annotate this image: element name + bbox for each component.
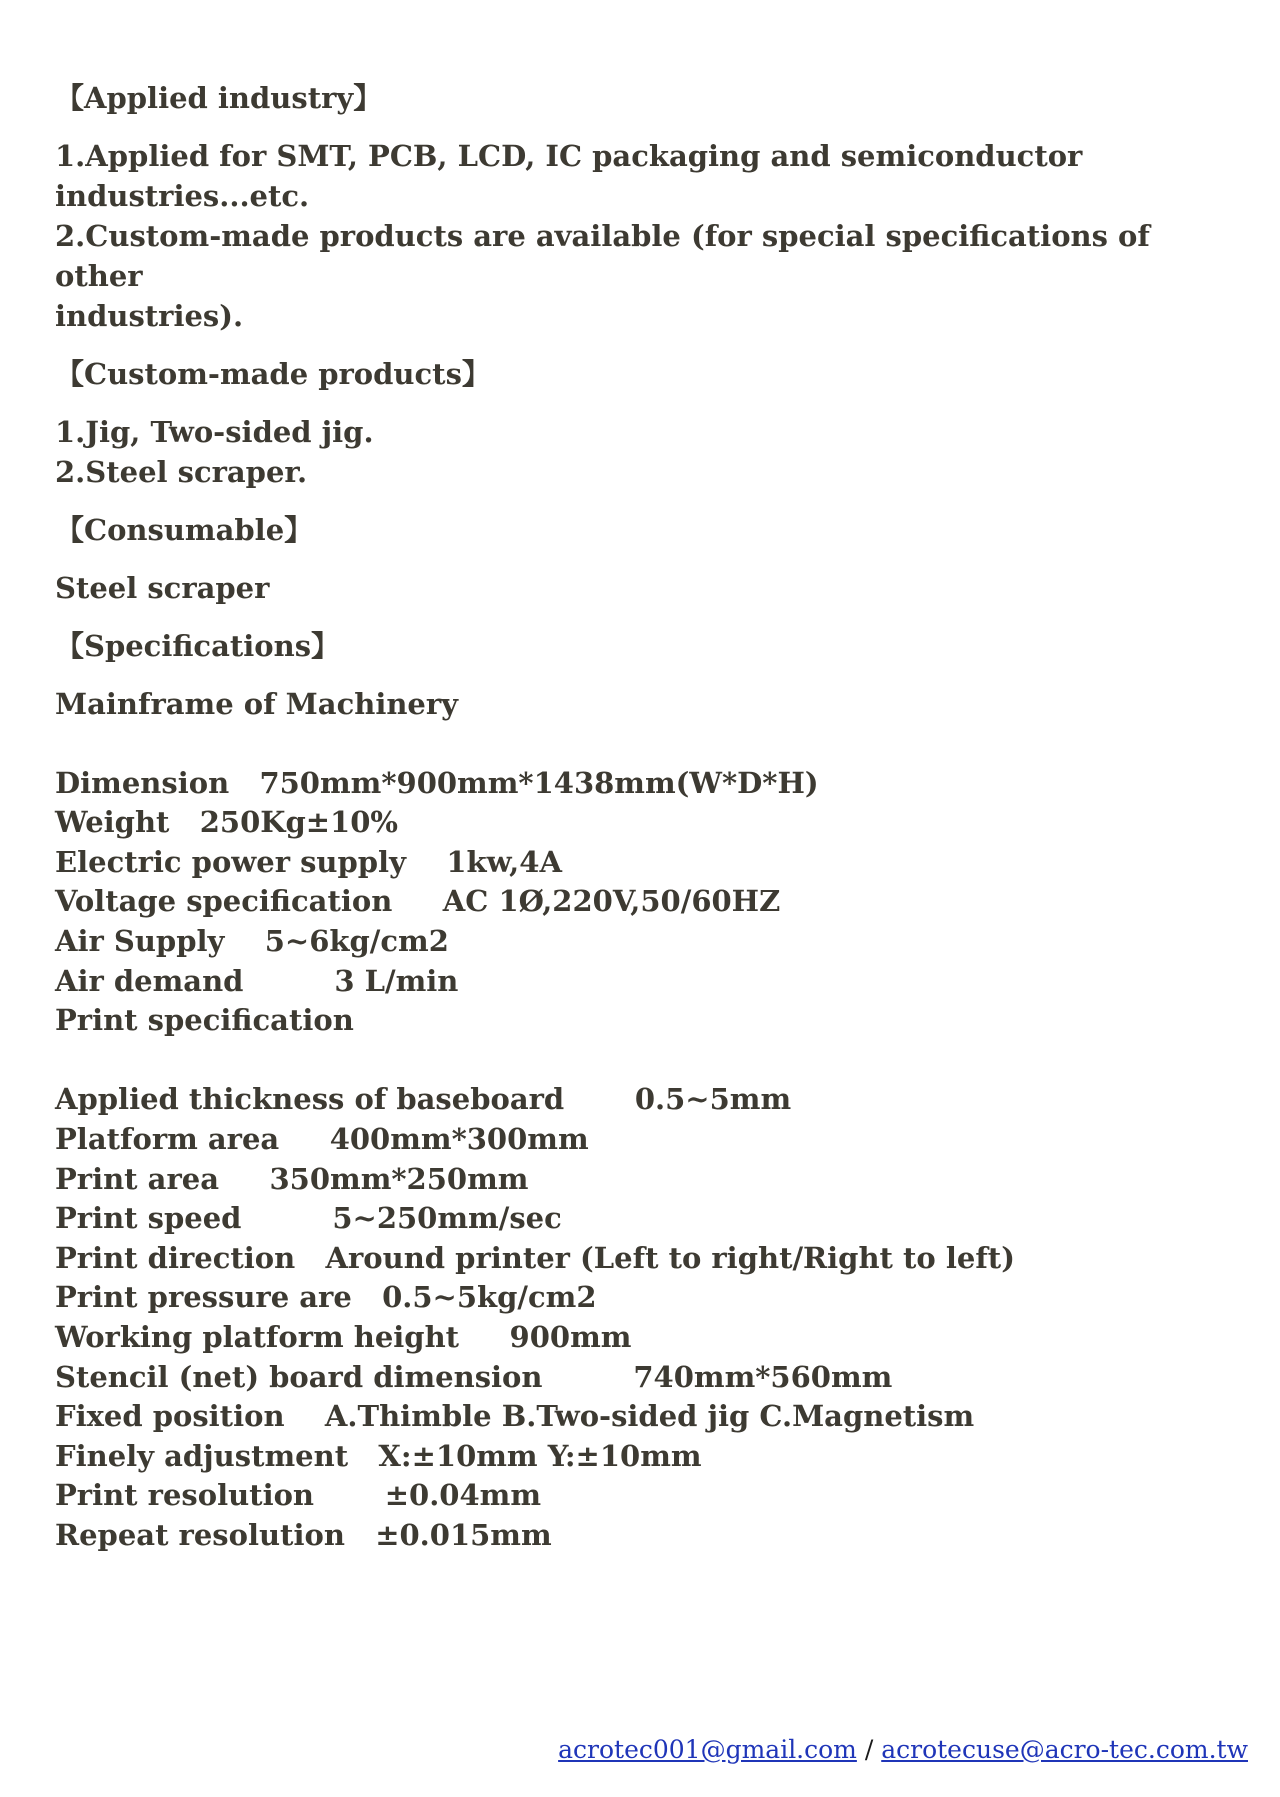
email-link-primary[interactable]: acrotec001@gmail.com [558, 1735, 857, 1764]
spec-value: 0.5~5mm [634, 1082, 792, 1117]
spec-gap [406, 845, 446, 879]
spec-row [55, 1516, 1225, 1556]
spec-value: 0.5~5kg/cm2 [382, 1280, 597, 1315]
spec-label: Print resolution [55, 1478, 315, 1513]
specifications-heading: 【Specifications】 [55, 629, 341, 663]
spec-value: 750mm*900mm*1438mm(W*D*H) [259, 765, 819, 800]
spec-row [55, 1437, 1225, 1477]
spec-label: Air demand [55, 963, 244, 998]
spec-value: A.Thimble B.Two-sided jig C.Magnetism [324, 1399, 975, 1434]
spec-label: Working platform height [55, 1319, 460, 1354]
spec-row [55, 1080, 1225, 1120]
print-spec-title: Print specification [55, 1003, 354, 1038]
spec-value: 400mm*300mm [329, 1121, 589, 1156]
spec-value: 5~6kg/cm2 [264, 923, 449, 958]
spec-label: Print area [55, 1161, 219, 1196]
spec-gap [229, 766, 259, 800]
spec-gap [279, 1122, 329, 1156]
spec-value: 5~250mm/sec [332, 1201, 562, 1236]
consumable-heading: 【Consumable】 [55, 513, 314, 547]
spec-label: Print pressure are [55, 1280, 352, 1315]
spec-gap [219, 1162, 269, 1196]
spec-gap [285, 1399, 325, 1433]
spec-value: X:±10mm Y:±10mm [378, 1438, 702, 1473]
applied-industry-line: 2.Custom-made products are available (for special specifications of other [55, 219, 1150, 293]
spec-gap [352, 1280, 382, 1314]
spec-gap [314, 1478, 385, 1512]
consumable-text [55, 568, 1225, 608]
applied-industry-text [55, 136, 1225, 336]
spec-row [55, 843, 1225, 883]
spec-gap [392, 884, 442, 918]
spec-label: Voltage specification [55, 884, 393, 919]
email-link-secondary[interactable]: acrotecuse@acro-tec.com.tw [881, 1735, 1248, 1764]
spec-label: Dimension [55, 765, 230, 800]
spec-label: Fixed position [55, 1399, 285, 1434]
spec-gap [348, 1439, 378, 1473]
spec-list [55, 724, 1225, 1555]
spec-gap [564, 1082, 635, 1116]
spec-value: 1kw,4A [446, 844, 562, 879]
custom-made-line: 1.Jig, Two-sided jig. [55, 415, 374, 449]
email-separator: / [856, 1735, 882, 1764]
spec-label: Stencil (net) board dimension [55, 1359, 543, 1394]
consumable-line: Steel scraper [55, 571, 270, 605]
applied-industry-heading: 【Applied industry】 [55, 81, 383, 115]
custom-made-text [55, 412, 1225, 492]
spec-row [55, 1160, 1225, 1200]
spec-row [55, 1476, 1225, 1516]
spec-gap [243, 964, 334, 998]
spec-row [55, 1278, 1225, 1318]
spec-value: 740mm*560mm [633, 1359, 893, 1394]
spec-gap [459, 1320, 509, 1354]
contact-footer [558, 1735, 1248, 1764]
spec-value: 900mm [509, 1319, 632, 1354]
applied-industry-line: industries). [55, 299, 244, 333]
spec-row [55, 1120, 1225, 1160]
spec-label: Print speed [55, 1201, 242, 1236]
spec-row [55, 1318, 1225, 1358]
spec-label: Repeat resolution [55, 1517, 345, 1552]
spec-gap [241, 1201, 332, 1235]
spec-value: 350mm*250mm [269, 1161, 529, 1196]
spec-label: Electric power supply [55, 844, 406, 879]
custom-made-heading: 【Custom-made products】 [55, 357, 491, 391]
spec-value: Around printer (Left to right/Right to left) [325, 1240, 1015, 1275]
spec-label: Applied thickness of baseboard [55, 1082, 565, 1117]
applied-industry-line: 1.Applied for SMT, PCB, LCD, IC packaging and semiconductor industries...etc. [55, 139, 1083, 213]
spec-label: Platform area [55, 1121, 280, 1156]
spec-row [55, 882, 1225, 922]
spec-row [55, 922, 1225, 962]
spec-gap [224, 924, 264, 958]
mainframe-spec-rows [55, 764, 1225, 1002]
spec-gap [295, 1241, 325, 1275]
spec-label: Print direction [55, 1240, 296, 1275]
spec-row [55, 1358, 1225, 1398]
spec-label: Finely adjustment [55, 1438, 349, 1473]
spec-value: ±0.015mm [375, 1517, 552, 1552]
spec-row [55, 962, 1225, 1002]
spec-value: 3 L/min [334, 963, 459, 998]
mainframe-title: Mainframe of Machinery [55, 687, 458, 721]
spec-gap [169, 805, 199, 839]
spec-row [55, 803, 1225, 843]
spec-value: 250Kg±10% [199, 805, 398, 840]
spec-row [55, 1199, 1225, 1239]
spec-gap [345, 1518, 375, 1552]
spec-value: ±0.04mm [384, 1478, 542, 1513]
spec-value: AC 1Ø,220V,50/60HZ [442, 884, 781, 919]
document-page [55, 78, 1225, 1555]
spec-row [55, 764, 1225, 804]
spec-row [55, 1239, 1225, 1279]
spec-gap [542, 1360, 633, 1394]
print-spec-rows [55, 1080, 1225, 1555]
custom-made-line: 2.Steel scraper. [55, 455, 308, 489]
spec-label: Air Supply [55, 923, 225, 958]
spec-label: Weight [55, 805, 170, 840]
spec-row [55, 1397, 1225, 1437]
